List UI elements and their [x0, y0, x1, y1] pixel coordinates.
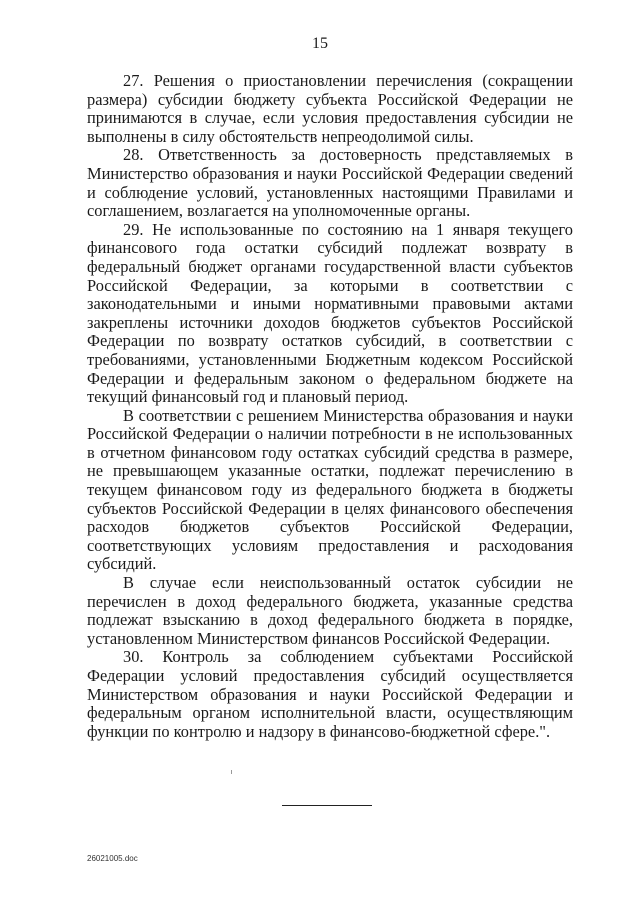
end-of-document-rule	[282, 805, 372, 806]
document-body	[87, 72, 573, 741]
scan-speck	[231, 770, 232, 774]
paragraph-29: 29. Не использованные по состоянию на 1 января текущего финансового года остатки субсидий подлежат возврату в федеральный бюджет органами государственной власти субъектов Российской Федерации, за которыми в соответствии с законодательными и иными нормативными правовыми актами закреплены источники доходов бюджетов субъектов Российской Федерации по возврату остатков субсидий, в соответствии с требованиями, установленными Бюджетным кодексом Российской Федерации и федеральным законом о федеральном бюджете на текущий финансовый год и плановый период.	[87, 219, 573, 407]
paragraph-27: 27. Решения о приостановлении перечисления (сокращении размера) субсидии бюджету субъекта Российской Федерации не принимаются в случае, если условия предоставления субсидии не выполнены в силу обстоятельств непреодолимой силы.	[87, 71, 573, 146]
footer-file-code: 26021005.doc	[87, 854, 138, 863]
paragraph-30: 30. Контроль за соблюдением субъектами Российской Федерации условий предоставления субсидий осуществляется Министерством образования и науки Российской Федерации и федеральным органом исполнительной власти, осуществляющим функции по контролю и надзору в финансово-бюджетной сфере.".	[87, 647, 573, 741]
paragraph-28: 28. Ответственность за достоверность представляемых в Министерство образования и науки Российской Федерации сведений и соблюдение условий, установленных настоящими Правилами и соглашением, возлагается на уполномоченные органы.	[87, 145, 573, 221]
paragraph-29-continued-1: В соответствии с решением Министерства образования и науки Российской Федерации о наличии потребности в не использованных в отчетном финансовом году остатках субсидий средства в размере, не превышающем указанные остатки, подлежат перечислению в текущем финансовом году из федерального бюджета в бюджеты субъектов Российской Федерации в целях финансового обеспечения расходов бюджетов субъектов Российской Федерации, соответствующих условиям предоставления и расходования субсидий.	[87, 405, 573, 574]
paragraph-29-continued-2: В случае если неиспользованный остаток субсидии не перечислен в доход федерального бюджета, указанные средства подлежат взысканию в доход федерального бюджета в порядке, установленном Министерством финансов Российской Федерации.	[87, 573, 573, 648]
page-number: 15	[312, 35, 328, 52]
